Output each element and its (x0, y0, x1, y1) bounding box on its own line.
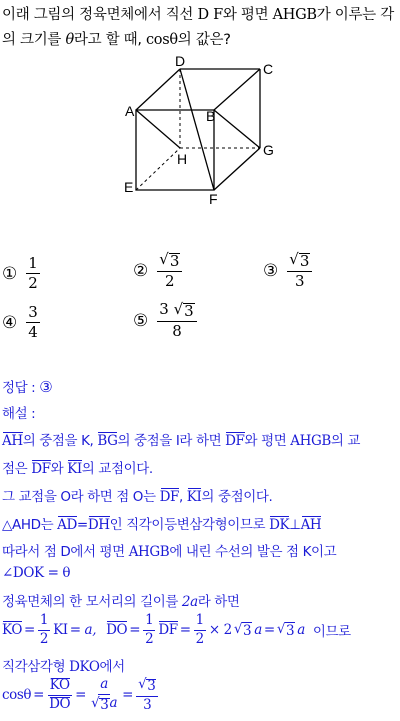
plane-edge-ah (136, 110, 180, 148)
solution-line-8: KO = $\frac{1}{2}$ KI = a, DO = $\frac{1}{2}$ DF = $\frac{1}{2}$ × 2 √ 3 a = √ 3 a 이므로 (2, 612, 351, 647)
option-value: √ 3 3 (287, 252, 312, 289)
option-value: 3 √ 3 8 (157, 302, 196, 339)
cube-figure (110, 50, 290, 210)
segment-df: DF (225, 433, 245, 449)
segment-dk: DK (269, 517, 290, 533)
solution-line-7: 정육면체의 한 모서리의 길이를 2a라 하면 (2, 594, 240, 610)
question-text: 의 값은? (177, 32, 231, 48)
vertex-label-a: A (125, 103, 135, 119)
question-text: 의 크기를 (2, 32, 66, 48)
solution-line-9: 직각삼각형 DKO에서 (2, 659, 125, 675)
option-4[interactable] (2, 305, 41, 340)
vertex-label-c: C (263, 61, 274, 77)
line-df-label: D F (197, 7, 223, 23)
solution-line-4: △AHD는 AD=DH인 직각이등변삼각형이므로 DK⊥AH (2, 517, 322, 533)
answer-line (2, 376, 52, 396)
solution-line-1: AH의 중점을 K, BG의 중점을 I라 하면 DF와 평면 AHGB의 교 (2, 433, 361, 449)
explanation-label: 해설 : (2, 406, 36, 422)
question-text: 가 이루는 각 (316, 7, 394, 23)
plane-label: AHGB (272, 7, 317, 23)
segment-do: DO (106, 622, 128, 638)
segment-df: DF (159, 489, 179, 505)
vertex-label-f: F (209, 191, 218, 207)
vertex-label-g: G (263, 142, 274, 158)
segment-ah: AH (2, 433, 23, 449)
segment-ki: KI (186, 489, 202, 505)
segment-ad: AD (57, 517, 77, 533)
solution-line-2: 점은 DF와 KI의 교점이다. (2, 461, 153, 477)
line-df (180, 69, 214, 190)
cube-edge (214, 69, 260, 110)
option-number: ⑤ (133, 310, 149, 331)
option-number: ② (133, 260, 149, 281)
solution-line-3: 그 교점을 O라 하면 점 O는 DF, KI의 중점이다. (2, 489, 273, 505)
option-5[interactable] (133, 302, 198, 339)
question-line-2 (2, 28, 231, 49)
segment-df: DF (158, 622, 178, 638)
cos-theta: cosθ (145, 32, 178, 48)
plane-edge-bg (214, 110, 260, 148)
segment-dh: DH (87, 517, 110, 533)
segment-ko: KO (2, 622, 22, 638)
question-line-1 (2, 3, 394, 24)
segment-bg: BG (97, 433, 118, 449)
option-value: $\frac{3}{4}$ (28, 303, 38, 341)
answer-label: 정답 : (2, 380, 40, 396)
option-2[interactable] (133, 252, 183, 289)
vertex-label-e: E (124, 179, 134, 195)
question-text: 이래 그림의 정육면체에서 직선 (2, 7, 198, 23)
vertex-label-b: B (206, 108, 216, 124)
segment-ki: KI (67, 461, 82, 477)
hidden-edge (136, 148, 180, 190)
segment-df: DF (31, 461, 51, 477)
solution-line-5: 따라서 점 D에서 평면 AHGB에 내린 수선의 발은 점 K이고 (2, 544, 337, 560)
option-3[interactable] (263, 252, 313, 289)
solution-line-10: cosθ = $\frac{KO}{DO}$ = a √ 3 a = √ 3 3 (2, 678, 159, 712)
vertex-label-d: D (175, 53, 186, 69)
option-number: ③ (263, 260, 279, 281)
question-text: 와 평면 (222, 7, 273, 23)
segment-ah: AH (300, 517, 322, 533)
option-value: $\frac{1}{2}$ (28, 254, 38, 292)
option-value: √ 3 2 (157, 252, 182, 289)
option-number: ④ (2, 312, 18, 333)
cube-edge (214, 148, 260, 190)
vertex-label-h: H (177, 151, 188, 167)
cube-edge (136, 69, 180, 110)
option-number: ① (2, 263, 18, 284)
theta-symbol: θ (65, 32, 74, 48)
solution-line-6: ∠DOK = θ (2, 565, 71, 581)
question-text: 라고 할 때, (73, 32, 146, 48)
option-1[interactable] (2, 256, 41, 291)
answer-value: ③ (39, 378, 53, 396)
